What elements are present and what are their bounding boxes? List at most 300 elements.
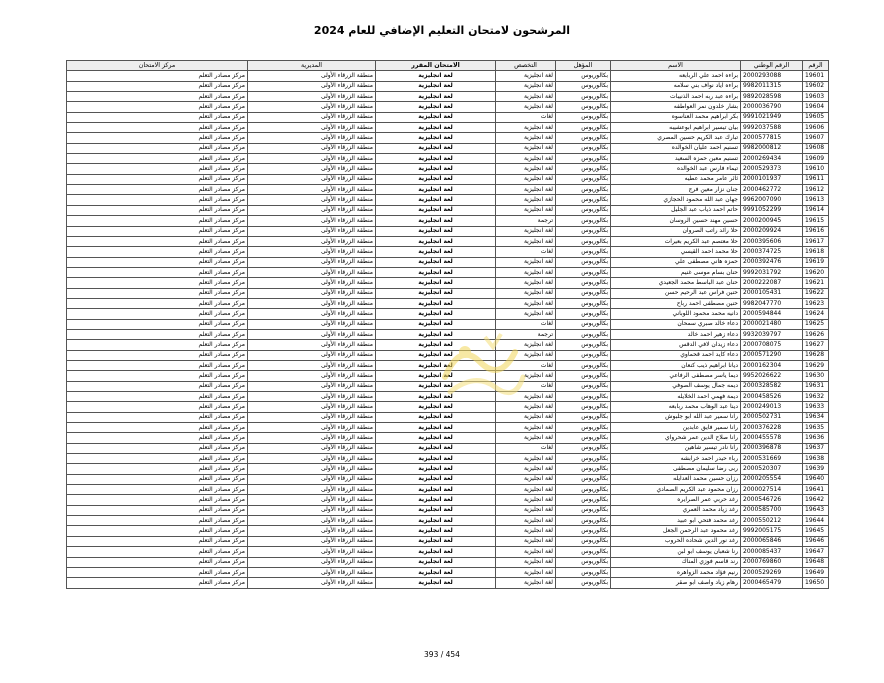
exam-center-cell: مركز مصادر التعلم: [67, 536, 248, 546]
candidate-name-cell: تسنيم معين حمزه السعيد: [611, 154, 741, 164]
exam-subject-cell: لغة انجليزية: [376, 205, 496, 215]
specialization-cell: لغة انجليزية: [496, 392, 556, 402]
exam-center-cell: مركز مصادر التعلم: [67, 102, 248, 112]
qualification-cell: بكالوريوس: [556, 516, 611, 526]
national-id-cell: 2000101937: [741, 174, 803, 184]
row-number-cell: 19645: [803, 526, 829, 536]
candidate-name-cell: دعاء زيدان لافي الدقس: [611, 340, 741, 350]
qualification-cell: بكالوريوس: [556, 433, 611, 443]
specialization-cell: لغة انجليزية: [496, 174, 556, 184]
row-number-cell: 19614: [803, 205, 829, 215]
specialization-cell: لغة انجليزية: [496, 257, 556, 267]
exam-subject-cell: لغة انجليزية: [376, 112, 496, 122]
candidate-name-cell: ديما ياسر مصطفى الرفاعي: [611, 371, 741, 381]
national-id-cell: 2000085437: [741, 547, 803, 557]
table-row: [67, 143, 829, 153]
directorate-cell: منطقة الزرقاء الأولى: [248, 226, 376, 236]
candidate-name-cell: رنيم فؤاد محمد الزواهره: [611, 567, 741, 577]
specialization-cell: لغة انجليزية: [496, 123, 556, 133]
row-number-cell: 19615: [803, 216, 829, 226]
table-row: [67, 278, 829, 288]
table-row: [67, 433, 829, 443]
exam-subject-cell: لغة انجليزية: [376, 392, 496, 402]
exam-center-cell: مركز مصادر التعلم: [67, 423, 248, 433]
table-row: [67, 443, 829, 453]
candidate-name-cell: دعاء خالد صبري سمحان: [611, 319, 741, 329]
specialization-cell: لغة انجليزية: [496, 464, 556, 474]
qualification-cell: بكالوريوس: [556, 371, 611, 381]
exam-center-cell: مركز مصادر التعلم: [67, 298, 248, 308]
exam-subject-cell: لغة انجليزية: [376, 567, 496, 577]
qualification-cell: بكالوريوس: [556, 298, 611, 308]
row-number-cell: 19616: [803, 226, 829, 236]
exam-subject-cell: لغة انجليزية: [376, 257, 496, 267]
table-row: [67, 423, 829, 433]
qualification-cell: بكالوريوس: [556, 443, 611, 453]
candidate-name-cell: حمزه هاني مصطفى علي: [611, 257, 741, 267]
specialization-cell: لغة انجليزية: [496, 92, 556, 102]
candidate-name-cell: براءه عبد ربه احمد الذنيبات: [611, 92, 741, 102]
row-number-cell: 19638: [803, 454, 829, 464]
directorate-cell: منطقة الزرقاء الأولى: [248, 474, 376, 484]
national-id-cell: 2000036790: [741, 102, 803, 112]
national-id-cell: 2000465479: [741, 578, 803, 588]
qualification-cell: بكالوريوس: [556, 557, 611, 567]
national-id-cell: 2000769860: [741, 557, 803, 567]
exam-subject-cell: لغة انجليزية: [376, 526, 496, 536]
directorate-cell: منطقة الزرقاء الأولى: [248, 381, 376, 391]
specialization-cell: لغة انجليزية: [496, 402, 556, 412]
row-number-cell: 19650: [803, 578, 829, 588]
national-id-cell: 2000571290: [741, 350, 803, 360]
row-number-cell: 19646: [803, 536, 829, 546]
table-row: [67, 205, 829, 215]
header-specialization: التخصص: [496, 61, 556, 71]
directorate-cell: منطقة الزرقاء الأولى: [248, 547, 376, 557]
qualification-cell: بكالوريوس: [556, 81, 611, 91]
directorate-cell: منطقة الزرقاء الأولى: [248, 464, 376, 474]
exam-subject-cell: لغة انجليزية: [376, 536, 496, 546]
national-id-cell: 2000269434: [741, 154, 803, 164]
exam-center-cell: مركز مصادر التعلم: [67, 92, 248, 102]
candidate-name-cell: براءه احمد علي الربابعه: [611, 71, 741, 81]
exam-subject-cell: لغة انجليزية: [376, 402, 496, 412]
header-national-id: الرقم الوطني: [741, 61, 803, 71]
page-number: 393 / 454: [424, 650, 460, 659]
row-number-cell: 19607: [803, 133, 829, 143]
table-row: [67, 557, 829, 567]
exam-center-cell: مركز مصادر التعلم: [67, 174, 248, 184]
exam-subject-cell: لغة انجليزية: [376, 443, 496, 453]
specialization-cell: لغة انجليزية: [496, 309, 556, 319]
table-row: [67, 547, 829, 557]
exam-center-cell: مركز مصادر التعلم: [67, 143, 248, 153]
qualification-cell: بكالوريوس: [556, 143, 611, 153]
national-id-cell: 2000550212: [741, 516, 803, 526]
specialization-cell: لغة انجليزية: [496, 267, 556, 277]
row-number-cell: 19622: [803, 288, 829, 298]
directorate-cell: منطقة الزرقاء الأولى: [248, 392, 376, 402]
header-center: مركز الامتحان: [67, 61, 248, 71]
exam-center-cell: مركز مصادر التعلم: [67, 557, 248, 567]
row-number-cell: 19627: [803, 340, 829, 350]
row-number-cell: 19612: [803, 185, 829, 195]
candidate-name-cell: رزان محمود عبد الكريم الصمادي: [611, 485, 741, 495]
row-number-cell: 19633: [803, 402, 829, 412]
exam-subject-cell: لغة انجليزية: [376, 92, 496, 102]
candidates-table: [66, 60, 829, 589]
directorate-cell: منطقة الزرقاء الأولى: [248, 454, 376, 464]
exam-subject-cell: لغة انجليزية: [376, 329, 496, 339]
national-id-cell: 2000458526: [741, 392, 803, 402]
table-row: [67, 495, 829, 505]
row-number-cell: 19626: [803, 329, 829, 339]
national-id-cell: 9992037588: [741, 123, 803, 133]
table-row: [67, 329, 829, 339]
specialization-cell: لغة انجليزية: [496, 433, 556, 443]
table-row: [67, 288, 829, 298]
row-number-cell: 19611: [803, 174, 829, 184]
directorate-cell: منطقة الزرقاء الأولى: [248, 216, 376, 226]
row-number-cell: 19636: [803, 433, 829, 443]
national-id-cell: 2000205554: [741, 474, 803, 484]
exam-center-cell: مركز مصادر التعلم: [67, 185, 248, 195]
table-row: [67, 402, 829, 412]
exam-subject-cell: لغة انجليزية: [376, 278, 496, 288]
qualification-cell: بكالوريوس: [556, 381, 611, 391]
exam-subject-cell: لغة انجليزية: [376, 516, 496, 526]
national-id-cell: 2000462772: [741, 185, 803, 195]
exam-subject-cell: لغة انجليزية: [376, 226, 496, 236]
qualification-cell: بكالوريوس: [556, 412, 611, 422]
qualification-cell: بكالوريوس: [556, 547, 611, 557]
row-number-cell: 19619: [803, 257, 829, 267]
exam-subject-cell: لغة انجليزية: [376, 247, 496, 257]
directorate-cell: منطقة الزرقاء الأولى: [248, 123, 376, 133]
national-id-cell: 2000520307: [741, 464, 803, 474]
exam-subject-cell: لغة انجليزية: [376, 102, 496, 112]
candidate-name-cell: رند قاسم فوزي المناك: [611, 557, 741, 567]
candidate-name-cell: رهام زياد واصف ابو صقر: [611, 578, 741, 588]
national-id-cell: 2000529373: [741, 164, 803, 174]
row-number-cell: 19601: [803, 71, 829, 81]
specialization-cell: لغات: [496, 319, 556, 329]
table-row: [67, 164, 829, 174]
directorate-cell: منطقة الزرقاء الأولى: [248, 340, 376, 350]
table-row: [67, 578, 829, 588]
exam-subject-cell: لغة انجليزية: [376, 340, 496, 350]
directorate-cell: منطقة الزرقاء الأولى: [248, 102, 376, 112]
candidates-table-container: [66, 60, 828, 589]
exam-center-cell: مركز مصادر التعلم: [67, 81, 248, 91]
qualification-cell: بكالوريوس: [556, 578, 611, 588]
table-row: [67, 71, 829, 81]
table-row: [67, 371, 829, 381]
exam-subject-cell: لغة انجليزية: [376, 309, 496, 319]
directorate-cell: منطقة الزرقاء الأولى: [248, 257, 376, 267]
exam-center-cell: مركز مصادر التعلم: [67, 433, 248, 443]
exam-center-cell: مركز مصادر التعلم: [67, 516, 248, 526]
header-exam: الامتحان المقرر: [376, 61, 496, 71]
candidate-name-cell: حنين مصطفى احمد رباح: [611, 298, 741, 308]
national-id-cell: 9932039797: [741, 329, 803, 339]
row-number-cell: 19635: [803, 423, 829, 433]
row-number-cell: 19609: [803, 154, 829, 164]
specialization-cell: لغات: [496, 247, 556, 257]
exam-center-cell: مركز مصادر التعلم: [67, 443, 248, 453]
exam-center-cell: مركز مصادر التعلم: [67, 329, 248, 339]
specialization-cell: لغات: [496, 112, 556, 122]
national-id-cell: 2000105431: [741, 288, 803, 298]
directorate-cell: منطقة الزرقاء الأولى: [248, 350, 376, 360]
exam-subject-cell: لغة انجليزية: [376, 195, 496, 205]
directorate-cell: منطقة الزرقاء الأولى: [248, 433, 376, 443]
exam-subject-cell: لغة انجليزية: [376, 236, 496, 246]
qualification-cell: بكالوريوس: [556, 360, 611, 370]
qualification-cell: بكالوريوس: [556, 278, 611, 288]
exam-center-cell: مركز مصادر التعلم: [67, 412, 248, 422]
exam-center-cell: مركز مصادر التعلم: [67, 360, 248, 370]
exam-center-cell: مركز مصادر التعلم: [67, 547, 248, 557]
exam-center-cell: مركز مصادر التعلم: [67, 195, 248, 205]
candidate-name-cell: دانيه محمد محمود اللوباني: [611, 309, 741, 319]
candidate-name-cell: بكر ابراهيم محمد العناسوه: [611, 112, 741, 122]
table-row: [67, 185, 829, 195]
specialization-cell: لغة انجليزية: [496, 485, 556, 495]
national-id-cell: 2000502731: [741, 412, 803, 422]
table-row: [67, 412, 829, 422]
specialization-cell: لغات: [496, 443, 556, 453]
specialization-cell: لغة انجليزية: [496, 578, 556, 588]
candidate-name-cell: حلا محمد احمد القيسي: [611, 247, 741, 257]
directorate-cell: منطقة الزرقاء الأولى: [248, 309, 376, 319]
exam-center-cell: مركز مصادر التعلم: [67, 164, 248, 174]
directorate-cell: منطقة الزرقاء الأولى: [248, 267, 376, 277]
row-number-cell: 19624: [803, 309, 829, 319]
candidate-name-cell: رغد حربي عمر الصرايره: [611, 495, 741, 505]
exam-subject-cell: لغة انجليزية: [376, 164, 496, 174]
national-id-cell: 2000162304: [741, 360, 803, 370]
row-number-cell: 19632: [803, 392, 829, 402]
qualification-cell: بكالوريوس: [556, 340, 611, 350]
specialization-cell: لغة انجليزية: [496, 412, 556, 422]
exam-center-cell: مركز مصادر التعلم: [67, 133, 248, 143]
exam-center-cell: مركز مصادر التعلم: [67, 350, 248, 360]
table-row: [67, 195, 829, 205]
row-number-cell: 19639: [803, 464, 829, 474]
exam-subject-cell: لغة انجليزية: [376, 381, 496, 391]
table-row: [67, 267, 829, 277]
specialization-cell: لغة انجليزية: [496, 371, 556, 381]
directorate-cell: منطقة الزرقاء الأولى: [248, 557, 376, 567]
specialization-cell: لغة انجليزية: [496, 143, 556, 153]
table-row: [67, 154, 829, 164]
exam-center-cell: مركز مصادر التعلم: [67, 236, 248, 246]
specialization-cell: لغة انجليزية: [496, 557, 556, 567]
table-row: [67, 236, 829, 246]
exam-center-cell: مركز مصادر التعلم: [67, 154, 248, 164]
qualification-cell: بكالوريوس: [556, 329, 611, 339]
exam-subject-cell: لغة انجليزية: [376, 423, 496, 433]
specialization-cell: لغة انجليزية: [496, 423, 556, 433]
row-number-cell: 19631: [803, 381, 829, 391]
specialization-cell: ترجمة: [496, 329, 556, 339]
national-id-cell: 2000249013: [741, 402, 803, 412]
exam-center-cell: مركز مصادر التعلم: [67, 402, 248, 412]
candidate-name-cell: بيان تيسير ابراهيم ابوعشيبه: [611, 123, 741, 133]
exam-subject-cell: لغة انجليزية: [376, 464, 496, 474]
candidate-name-cell: ثائر عامر محمد عطيه: [611, 174, 741, 184]
specialization-cell: ترجمة: [496, 216, 556, 226]
candidate-name-cell: رغد نور الدين شحاده الحروب: [611, 536, 741, 546]
table-row: [67, 464, 829, 474]
directorate-cell: منطقة الزرقاء الأولى: [248, 526, 376, 536]
directorate-cell: منطقة الزرقاء الأولى: [248, 112, 376, 122]
candidate-name-cell: رغد زياد محمد العمري: [611, 505, 741, 515]
exam-center-cell: مركز مصادر التعلم: [67, 257, 248, 267]
exam-center-cell: مركز مصادر التعلم: [67, 485, 248, 495]
qualification-cell: بكالوريوس: [556, 454, 611, 464]
qualification-cell: بكالوريوس: [556, 236, 611, 246]
qualification-cell: بكالوريوس: [556, 195, 611, 205]
exam-subject-cell: لغة انجليزية: [376, 143, 496, 153]
directorate-cell: منطقة الزرقاء الأولى: [248, 174, 376, 184]
row-number-cell: 19605: [803, 112, 829, 122]
qualification-cell: بكالوريوس: [556, 423, 611, 433]
table-row: [67, 298, 829, 308]
row-number-cell: 19640: [803, 474, 829, 484]
directorate-cell: منطقة الزرقاء الأولى: [248, 495, 376, 505]
exam-subject-cell: لغة انجليزية: [376, 360, 496, 370]
row-number-cell: 19620: [803, 267, 829, 277]
candidate-name-cell: تبارك عبد الكريم حسين المصري: [611, 133, 741, 143]
table-row: [67, 133, 829, 143]
directorate-cell: منطقة الزرقاء الأولى: [248, 329, 376, 339]
exam-center-cell: مركز مصادر التعلم: [67, 123, 248, 133]
row-number-cell: 19613: [803, 195, 829, 205]
directorate-cell: منطقة الزرقاء الأولى: [248, 578, 376, 588]
table-body: [67, 71, 829, 588]
row-number-cell: 19621: [803, 278, 829, 288]
row-number-cell: 19642: [803, 495, 829, 505]
specialization-cell: لغة انجليزية: [496, 298, 556, 308]
directorate-cell: منطقة الزرقاء الأولى: [248, 288, 376, 298]
candidate-name-cell: تسنيم احمد عليان الخوالده: [611, 143, 741, 153]
row-number-cell: 19625: [803, 319, 829, 329]
exam-center-cell: مركز مصادر التعلم: [67, 464, 248, 474]
row-number-cell: 19618: [803, 247, 829, 257]
table-row: [67, 340, 829, 350]
exam-center-cell: مركز مصادر التعلم: [67, 567, 248, 577]
table-row: [67, 392, 829, 402]
national-id-cell: 2000455578: [741, 433, 803, 443]
candidate-name-cell: تيماء فارس عبد الخوالده: [611, 164, 741, 174]
exam-center-cell: مركز مصادر التعلم: [67, 247, 248, 257]
candidate-name-cell: حلا معتصم عبد الكريم بعيرات: [611, 236, 741, 246]
exam-subject-cell: لغة انجليزية: [376, 371, 496, 381]
directorate-cell: منطقة الزرقاء الأولى: [248, 402, 376, 412]
candidate-name-cell: ديمة فهمي احمد الخلايله: [611, 392, 741, 402]
specialization-cell: لغة انجليزية: [496, 71, 556, 81]
national-id-cell: 2000708075: [741, 340, 803, 350]
national-id-cell: 2000531669: [741, 454, 803, 464]
exam-subject-cell: لغة انجليزية: [376, 267, 496, 277]
qualification-cell: بكالوريوس: [556, 309, 611, 319]
specialization-cell: لغة انجليزية: [496, 567, 556, 577]
national-id-cell: 2000209924: [741, 226, 803, 236]
directorate-cell: منطقة الزرقاء الأولى: [248, 81, 376, 91]
candidate-name-cell: حنان عبد الباسط محمد الجعيدي: [611, 278, 741, 288]
national-id-cell: 2000392476: [741, 257, 803, 267]
row-number-cell: 19648: [803, 557, 829, 567]
exam-center-cell: مركز مصادر التعلم: [67, 578, 248, 588]
specialization-cell: لغة انجليزية: [496, 195, 556, 205]
exam-center-cell: مركز مصادر التعلم: [67, 381, 248, 391]
exam-center-cell: مركز مصادر التعلم: [67, 392, 248, 402]
specialization-cell: لغة انجليزية: [496, 102, 556, 112]
specialization-cell: لغة انجليزية: [496, 278, 556, 288]
candidate-name-cell: ربى رضا سليمان مصطفى: [611, 464, 741, 474]
row-number-cell: 19643: [803, 505, 829, 515]
specialization-cell: لغة انجليزية: [496, 495, 556, 505]
row-number-cell: 19641: [803, 485, 829, 495]
row-number-cell: 19606: [803, 123, 829, 133]
table-row: [67, 505, 829, 515]
qualification-cell: بكالوريوس: [556, 133, 611, 143]
table-row: [67, 350, 829, 360]
national-id-cell: 2000594844: [741, 309, 803, 319]
specialization-cell: لغة انجليزية: [496, 516, 556, 526]
exam-subject-cell: لغة انجليزية: [376, 485, 496, 495]
directorate-cell: منطقة الزرقاء الأولى: [248, 133, 376, 143]
qualification-cell: بكالوريوس: [556, 92, 611, 102]
directorate-cell: منطقة الزرقاء الأولى: [248, 371, 376, 381]
table-row: [67, 485, 829, 495]
candidate-name-cell: براءه اياد نواف بني سلامه: [611, 81, 741, 91]
exam-center-cell: مركز مصادر التعلم: [67, 505, 248, 515]
row-number-cell: 19647: [803, 547, 829, 557]
qualification-cell: بكالوريوس: [556, 536, 611, 546]
exam-subject-cell: لغة انجليزية: [376, 174, 496, 184]
national-id-cell: 2000395606: [741, 236, 803, 246]
exam-center-cell: مركز مصادر التعلم: [67, 71, 248, 81]
directorate-cell: منطقة الزرقاء الأولى: [248, 278, 376, 288]
exam-subject-cell: لغة انجليزية: [376, 547, 496, 557]
qualification-cell: بكالوريوس: [556, 185, 611, 195]
qualification-cell: بكالوريوس: [556, 205, 611, 215]
national-id-cell: 9992031792: [741, 267, 803, 277]
specialization-cell: لغة انجليزية: [496, 536, 556, 546]
national-id-cell: 2000328582: [741, 381, 803, 391]
exam-center-cell: مركز مصادر التعلم: [67, 278, 248, 288]
candidate-name-cell: حلا رائد راتب الصروان: [611, 226, 741, 236]
candidate-name-cell: رانا نادر تيسير شاهين: [611, 443, 741, 453]
directorate-cell: منطقة الزرقاء الأولى: [248, 319, 376, 329]
qualification-cell: بكالوريوس: [556, 505, 611, 515]
qualification-cell: بكالوريوس: [556, 495, 611, 505]
exam-subject-cell: لغة انجليزية: [376, 578, 496, 588]
table-row: [67, 112, 829, 122]
exam-center-cell: مركز مصادر التعلم: [67, 495, 248, 505]
specialization-cell: لغة انجليزية: [496, 133, 556, 143]
specialization-cell: لغة انجليزية: [496, 154, 556, 164]
qualification-cell: بكالوريوس: [556, 71, 611, 81]
exam-subject-cell: لغة انجليزية: [376, 81, 496, 91]
qualification-cell: بكالوريوس: [556, 102, 611, 112]
candidate-name-cell: حاتم احمد ذياب عبد الجليل: [611, 205, 741, 215]
exam-center-cell: مركز مصادر التعلم: [67, 526, 248, 536]
specialization-cell: لغة انجليزية: [496, 185, 556, 195]
